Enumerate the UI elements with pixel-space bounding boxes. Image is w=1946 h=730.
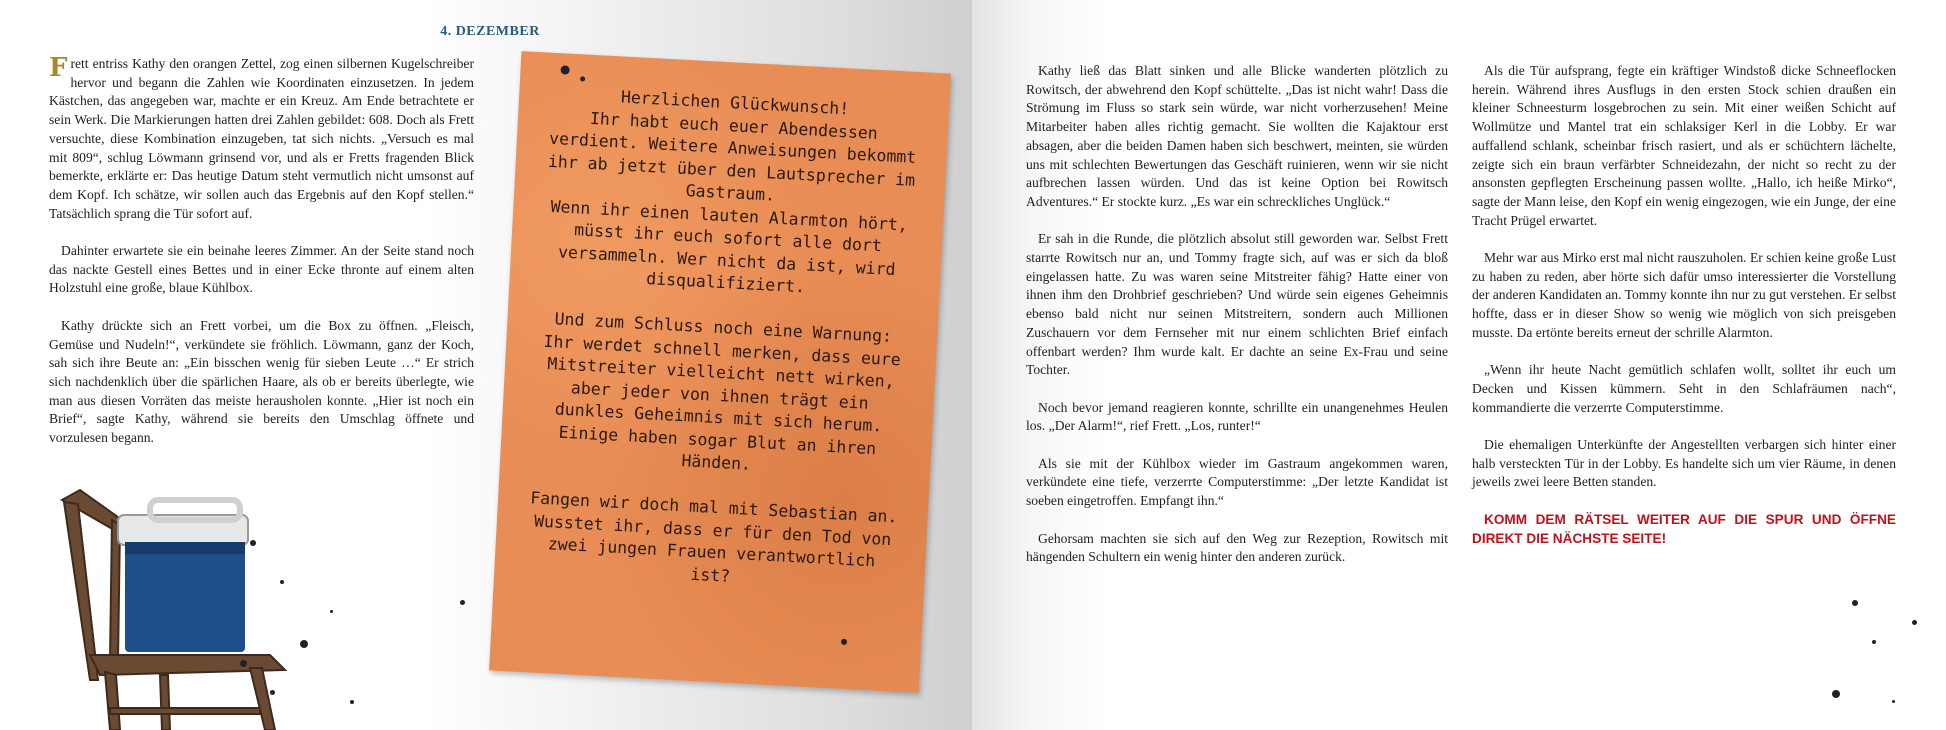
note-message: Herzlichen Glückwunsch! Ihr habt euch euer Abendessen verdient. Weitere Anweisungen bekommt ihr ab jetzt über den Lautsprecher im Gastraum. Wenn ihr einen lauten Alarmton hört, müsst ihr euch sofort alle dort versammeln. Wer nicht da ist, wird disqualifiziert. Und zum Schluss noch eine Warnung: Ihr werdet schnell merken, dass eure Mitstreiter vielleicht nett wirken, aber jeder von ihnen trägt ein dunkles Geheimnis mit sich herum. Einige haben sogar Blut an ihren Händen. Fangen wir doch mal mit Sebastian an. Wusstet ihr, dass er für den Tod von zwei jungen Frauen verantwortlich ist? bbox=[529, 87, 917, 586]
paragraph: Die ehemaligen Unterkünfte der Angestellten verbargen sich hinter einer halb versteckten Tür in der Lobby. Es handelte sich um vier Räume, in denen jeweils zwei leere Betten standen. bbox=[1472, 437, 1896, 490]
paragraph: Mehr war aus Mirko erst mal nicht rauszuholen. Er schien keine große Lust zu haben zu reden, aber hörte sich dafür umso interessierter die Vorstellung der anderen Kandidaten an. Tommy konnte ihn nur zu gut verstehen. Er selbst hoffte, dass er in dieser Show so wenig wie möglich von sich preisgeben musste. Da ertönte bereits erneut der schrille Alarmton. bbox=[1472, 250, 1896, 340]
ink-speck bbox=[250, 540, 256, 546]
ink-speck bbox=[270, 690, 275, 695]
left-page bbox=[0, 0, 972, 730]
ink-speck bbox=[460, 600, 465, 605]
ink-speck bbox=[300, 640, 308, 648]
chapter-title: 4. DEZEMBER bbox=[440, 24, 540, 39]
ink-speck bbox=[330, 610, 333, 613]
call-to-action: KOMM DEM RÄTSEL WEITER AUF DIE SPUR UND ÖFFNE DIREKT DIE NÄCHSTE SEITE! bbox=[1472, 511, 1896, 546]
ink-speck bbox=[1832, 690, 1840, 698]
paragraph: Dahinter erwartete sie ein beinahe leeres Zimmer. An der Seite stand noch das nackte Gestell eines Bettes und in einer Ecke thronte auf einem alten Holzstuhl eine große, blaue Kühlbox. bbox=[49, 243, 474, 296]
paragraph: Er sah in die Runde, die plötzlich absolut still geworden war. Selbst Frett starrte Rowitsch nur an, und Tommy fragte sich, auf was er sich da bloß eingelassen hatte. Zu was waren seine Mitstreiter fähig? Hatte einer von ihnen ihm den Drohbrief geschrieben? Und würde sein eigenes Geheimnis ebenso bald nicht nur seinen Mitstreitern, sondern auch Millionen Zuschauern vor dem Fernseher mit nur einem schlichten Brief einfach offenbart werden? Ihm wurde kalt. Er dachte an seine Ex-Frau und seine Tochter. bbox=[1026, 231, 1448, 378]
ink-speck bbox=[580, 76, 585, 81]
paragraph: Als sie mit der Kühlbox wieder im Gastraum angekommen waren, verkündete eine tiefe, verzerrte Computerstimme: „Der letzte Kandidat ist soeben eingetroffen. Empfangt ihn.“ bbox=[1026, 455, 1448, 509]
ink-speck bbox=[350, 700, 354, 704]
ink-speck bbox=[280, 580, 284, 584]
right-text-column-1 bbox=[1026, 62, 1448, 586]
paragraph: Frett entriss Kathy den orangen Zettel, zog einen silbernen Kugelschreiber hervor und begann die Zahlen wie Koordinaten einzusetzen. In jedem Kästchen, das angegeben war, machte er ein Kreuz. Am Ende betrachtete er sein Werk. Die Markierungen hatten drei Zahlen gebildet: 608. Doch als Frett versuchte, diese Kombination einzugeben, tat sich nichts. „Versuch es mal mit 809“, schlug Löwmann grinsend vor, und als er Fretts fragenden Blick bemerkte, erklärte er: Das heutige Datum steht vermutlich nicht umsonst auf dem Kopf. Ich schätze, wir sollen auch das Ergebnis auf den Kopf stellen.“ Tatsächlich sprang die Tür sofort auf. bbox=[49, 53, 474, 221]
blue-cooler-box bbox=[118, 500, 248, 652]
ink-speck bbox=[560, 65, 569, 74]
ink-speck bbox=[1892, 700, 1895, 703]
left-text-column bbox=[49, 55, 474, 466]
ink-speck bbox=[1852, 600, 1858, 606]
paragraph: Kathy drückte sich an Frett vorbei, um die Box zu öffnen. „Fleisch, Gemüse und Nudeln!“, verkündete sie fröhlich. Löwmann, ganz der Koch, sah sich ihre Beute an: „Ein bisschen wenig für sieben Leute …“ Er strich sich nachdenklich über die spärlichen Haare, als ob er bereits überlegte, wie man aus diesen Vorräten das meiste herausholen konnte. „Hier ist noch ein Brief“, sagte Kathy, während sie bereits den Umschlag öffnete und vorzulesen begann. bbox=[49, 317, 474, 446]
right-page bbox=[972, 0, 1946, 730]
ink-speck bbox=[841, 639, 847, 645]
ink-speck bbox=[240, 660, 247, 667]
right-text-column-2 bbox=[1472, 62, 1896, 567]
paragraph: Noch bevor jemand reagieren konnte, schrillte ein unangenehmes Heulen los. „Der Alarm!“, rief Frett. „Los, runter!“ bbox=[1026, 399, 1448, 434]
paragraph: Kathy ließ das Blatt sinken und alle Blicke wanderten plötzlich zu Rowitsch, der abwehrend den Kopf schüttelte. „Das ist nicht wahr! Dass die Strömung im Fluss so stark sein würde, war nicht vorherzusehen! Meine Mitarbeiter haben alles richtig gemacht. Sie wollten die Kajaktour erst absagen, aber die beiden Damen haben sich beschwert, meinten, sie würden uns mit schlechten Bewertungen das Geschäft ruinieren, wenn wir sie nicht aufbrechen lassen würden. Und das ist keine Option bei Rowitsch Adventures.“ Er stockte kurz. „Es war ein schreckliches Unglück.“ bbox=[1026, 63, 1448, 209]
ink-speck bbox=[1872, 640, 1876, 644]
dropcap-letter: F bbox=[49, 53, 68, 83]
ink-speck bbox=[1912, 620, 1917, 625]
paragraph: Gehorsam machten sie sich auf den Weg zur Rezeption, Rowitsch mit hängenden Schultern ein wenig hinter den anderen zurück. bbox=[1026, 530, 1448, 565]
paragraph: „Wenn ihr heute Nacht gemütlich schlafen wollt, solltet ihr euch um Decken und Kissen kümmern. Seht in den Schlafräumen nach“, kommandierte die verzerrte Computerstimme. bbox=[1472, 362, 1896, 415]
paragraph: Als die Tür aufsprang, fegte ein kräftiger Windstoß dicke Schneeflocken herein. Während ihres Ausflugs in den ersten Stock schien draußen ein kleiner Schneesturm losgebrochen zu sein. Mit einer weißen Schicht auf Wollmütze und Mantel trat ein schlaksiger Kerl in die Lobby. Er war auffallend schlank, scheinbar frisch rasiert, und als er schüchtern lächelte, zeigte sich ein braun verfärbter Schneidezahn, der nicht so recht zu der ansonsten gepflegten Erscheinung passen wollte. „Hallo, ich heiße Mirko“, sagte der Mann leise, den Kopf ein wenig eingezogen, wie ein Junge, der eine Tracht Prügel erwartet. bbox=[1472, 63, 1896, 228]
orange-note bbox=[489, 51, 951, 693]
